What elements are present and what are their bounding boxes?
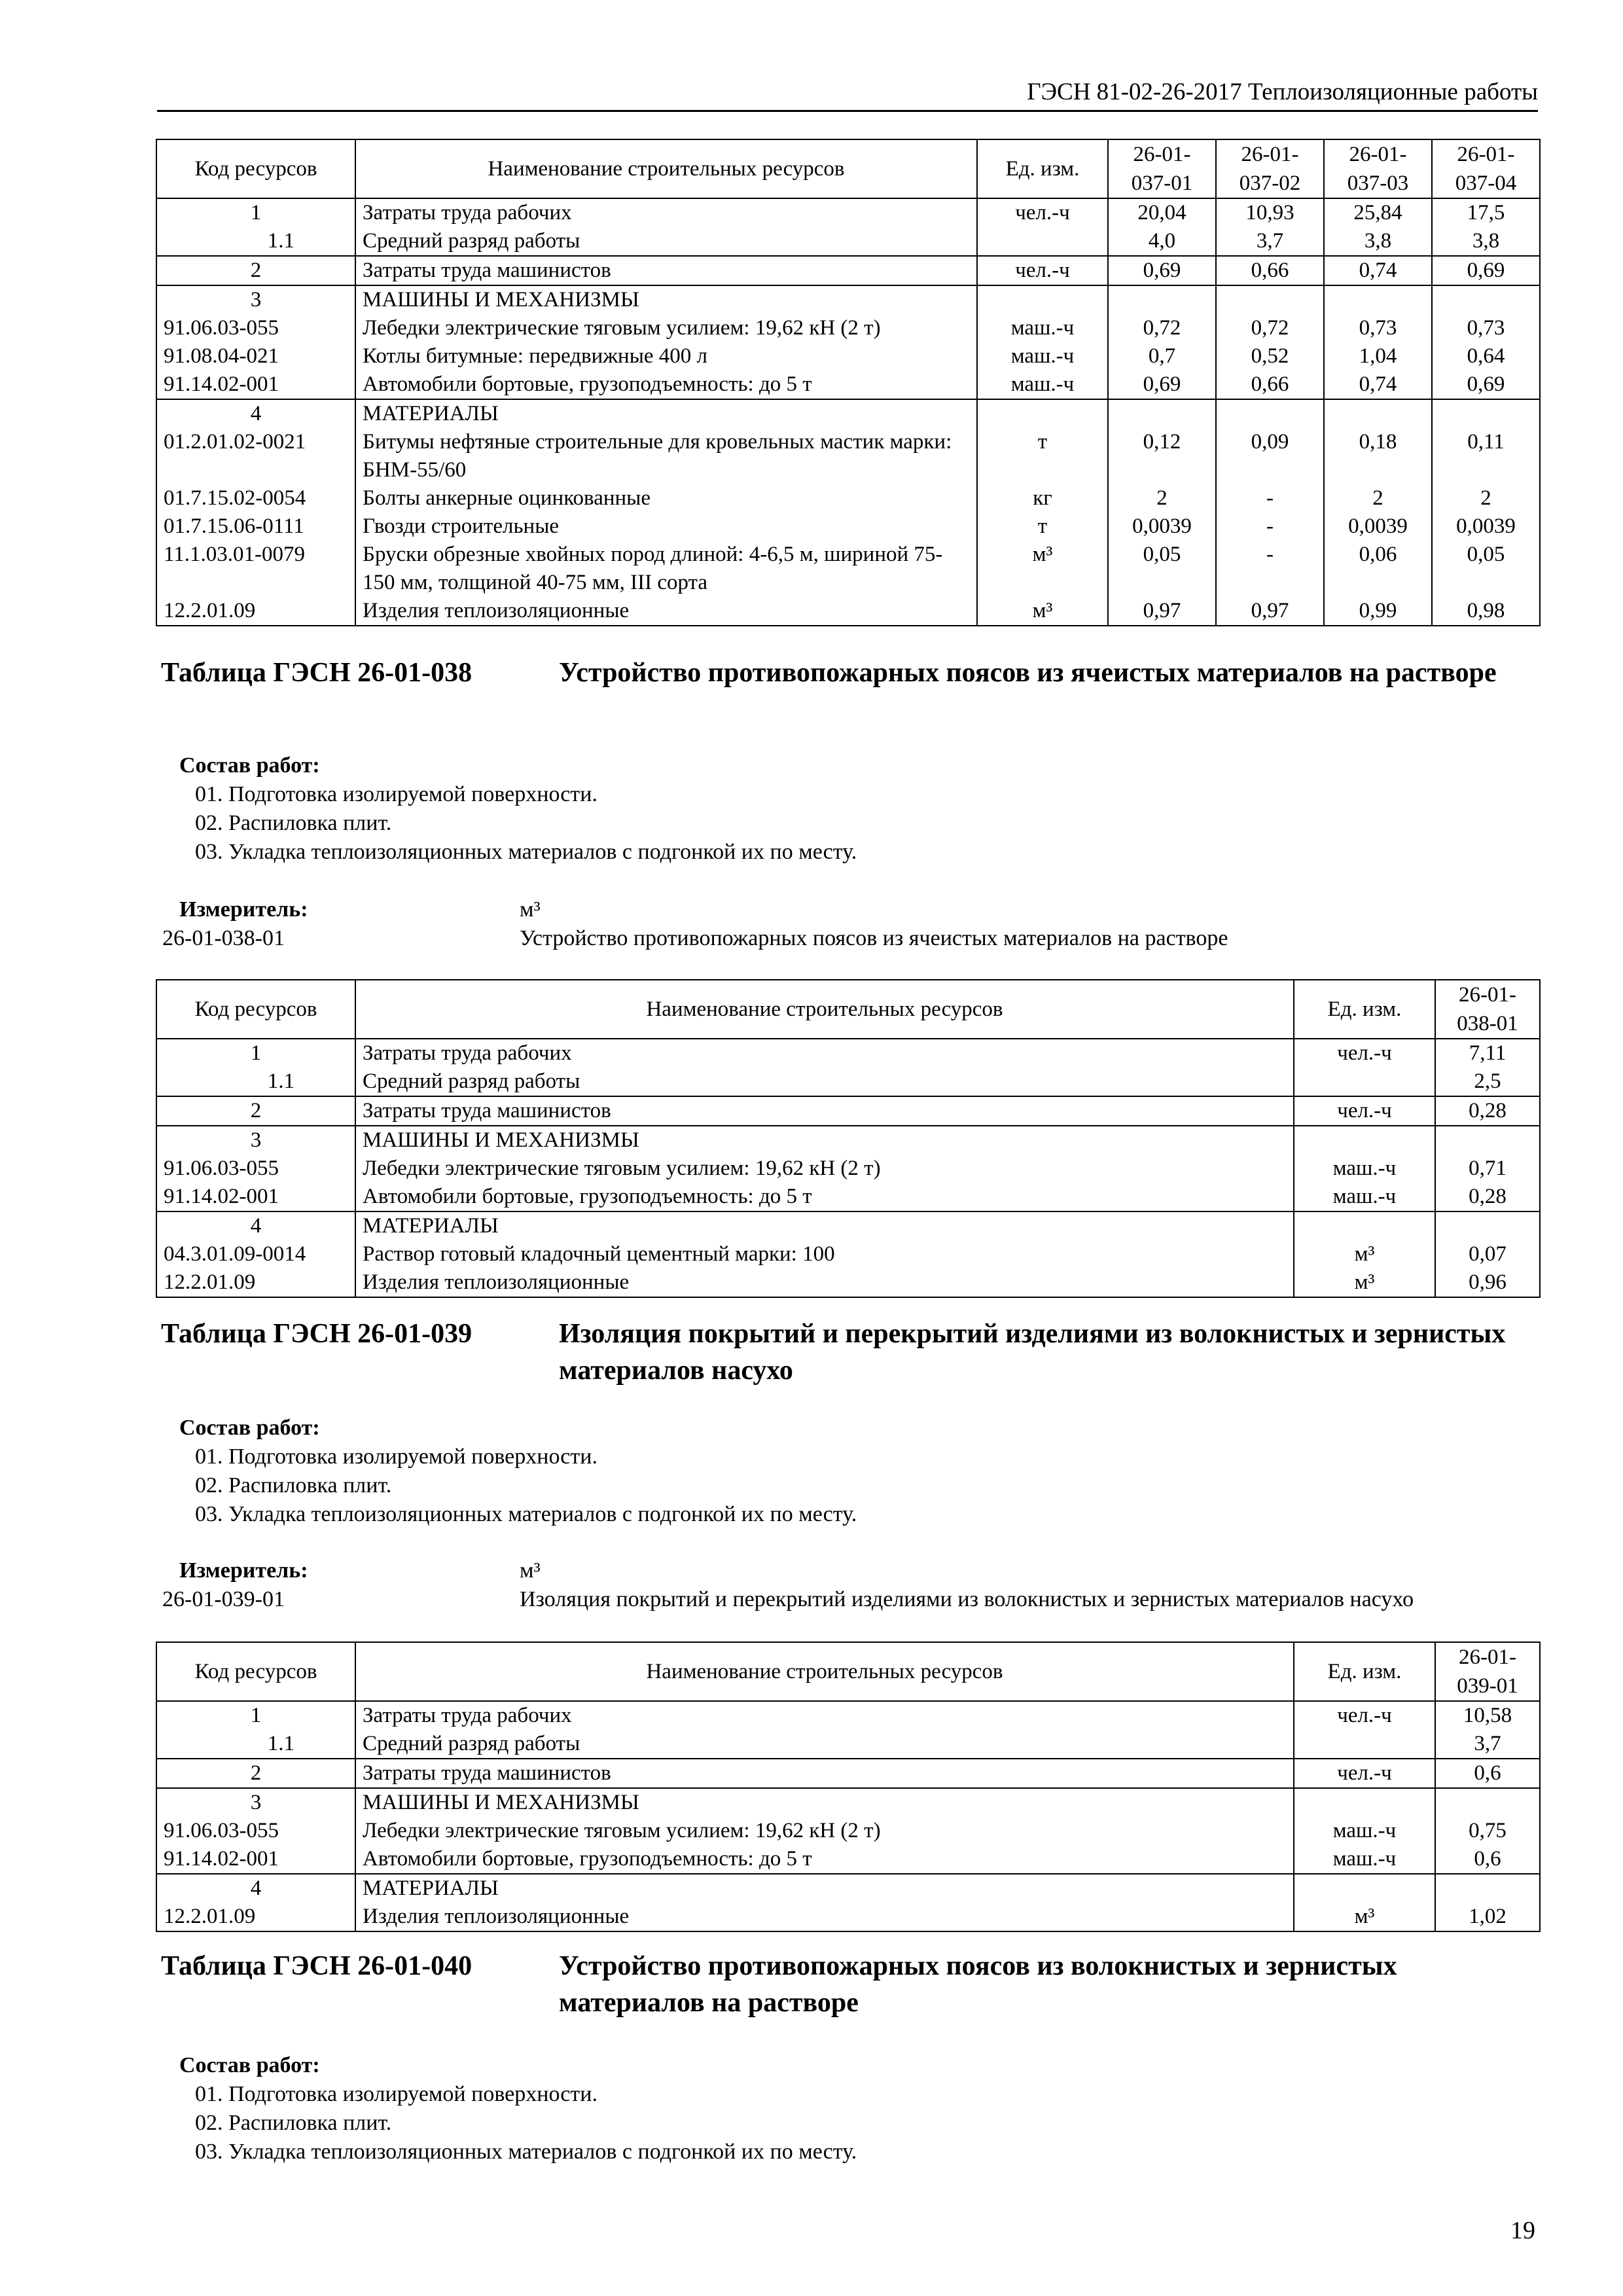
item-description: Устройство противопожарных поясов из ячеистых материалов на растворе [520,926,1228,950]
table-title: Устройство противопожарных поясов из волокнистых и зернистых материалов на растворе [559,1951,1397,2018]
resource-value: 0,28 [1435,1183,1540,1211]
resource-unit: маш.-ч [1294,1183,1435,1211]
table-row [156,399,1540,428]
resource-name: МАШИНЫ И МЕХАНИЗМЫ [355,1788,1294,1817]
table-row [156,256,1540,285]
resource-value: 0,0039 [1108,512,1216,541]
resource-value: 0,7 [1108,342,1216,370]
resource-name: МАТЕРИАЛЫ [355,1874,1294,1903]
resource-value: 4,0 [1108,227,1216,256]
work-operation: 01. Подготовка изолируемой поверхности. [195,2082,597,2106]
resource-unit: маш.-ч [977,342,1108,370]
resource-unit [977,227,1108,256]
resource-code: 3 [156,1788,355,1817]
resource-unit [1294,1211,1435,1240]
resource-code: 4 [156,1211,355,1240]
resource-name: Средний разряд работы [355,227,977,256]
resource-unit [1294,1874,1435,1903]
item-description: Изоляция покрытий и перекрытий изделиями из волокнистых и зернистых материалов насухо [520,1587,1414,1611]
resource-value: 7,11 [1435,1039,1540,1067]
resource-value [1435,1126,1540,1155]
resource-unit [977,399,1108,428]
resource-value: 0,0039 [1432,512,1540,541]
resource-value [1435,1788,1540,1817]
resource-value [1216,399,1324,428]
resource-name: Изделия теплоизоляционные [355,1268,1294,1297]
resource-code: 3 [156,285,355,314]
header-col: 26-01-037-01 [1108,139,1216,198]
table-row [156,1067,1540,1096]
table-row [156,541,1540,597]
header-code: Код ресурсов [156,1642,355,1701]
resource-name: Бруски обрезные хвойных пород длиной: 4-6,5 м, шириной 75-150 мм, толщиной 40-75 мм, III сорта [355,541,977,597]
resource-value: 3,7 [1435,1730,1540,1759]
resource-code: 01.2.01.02-0021 [156,428,355,484]
header-col: 26-01-037-03 [1324,139,1432,198]
resource-name: Лебедки электрические тяговым усилием: 19,62 кН (2 т) [355,314,977,342]
resource-value: 2 [1432,484,1540,512]
resource-value: - [1216,541,1324,597]
resource-unit: м³ [977,541,1108,597]
resource-value: 0,71 [1435,1155,1540,1183]
resource-name: Изделия теплоизоляционные [355,597,977,626]
resource-code: 1.1 [156,1730,355,1759]
resource-value: 0,11 [1432,428,1540,484]
resource-code: 3 [156,1126,355,1155]
measure-unit: м³ [520,897,541,922]
table-row [156,1874,1540,1903]
table-row [156,1817,1540,1845]
resource-code: 91.06.03-055 [156,314,355,342]
resource-unit: м³ [977,597,1108,626]
resource-value: 0,99 [1324,597,1432,626]
work-operation: 03. Укладка теплоизоляционных материалов с подгонкой их по месту. [195,2140,857,2164]
resource-value [1435,1874,1540,1903]
resource-code: 2 [156,1759,355,1788]
table-row [156,1155,1540,1183]
resource-unit: маш.-ч [1294,1155,1435,1183]
resource-value: 3,8 [1324,227,1432,256]
resource-code: 1.1 [156,227,355,256]
table-row [156,1903,1540,1931]
resource-value [1324,399,1432,428]
resource-value: 0,0039 [1324,512,1432,541]
resource-value: 0,97 [1108,597,1216,626]
resource-name: Автомобили бортовые, грузоподъемность: до 5 т [355,1845,1294,1874]
work-operation: 01. Подготовка изолируемой поверхности. [195,1444,597,1469]
table-header-row [156,139,1540,198]
resource-value: 0,52 [1216,342,1324,370]
resource-unit: маш.-ч [977,370,1108,399]
table-row [156,370,1540,399]
resource-value [1324,285,1432,314]
resource-value: 3,8 [1432,227,1540,256]
resource-name: Автомобили бортовые, грузоподъемность: до 5 т [355,370,977,399]
table-label: Таблица ГЭСН 26-01-040 [161,1951,473,1981]
header-name: Наименование строительных ресурсов [355,139,977,198]
resource-name: Средний разряд работы [355,1067,1294,1096]
resource-unit: м³ [1294,1268,1435,1297]
resource-unit [1294,1067,1435,1096]
item-code: 26-01-039-01 [162,1587,285,1611]
resource-value: 25,84 [1324,198,1432,227]
resource-code: 2 [156,256,355,285]
resource-code: 1.1 [156,1067,355,1096]
table-title: Устройство противопожарных поясов из ячеистых материалов на растворе [559,658,1497,688]
resource-code: 4 [156,399,355,428]
resource-value: 20,04 [1108,198,1216,227]
resource-value: 0,75 [1435,1817,1540,1845]
table-row [156,1126,1540,1155]
resource-unit: чел.-ч [1294,1759,1435,1788]
resource-value: 0,06 [1324,541,1432,597]
work-operation: 02. Распиловка плит. [195,2111,392,2135]
resource-name: МАШИНЫ И МЕХАНИЗМЫ [355,1126,1294,1155]
resource-value: 17,5 [1432,198,1540,227]
table-row [156,512,1540,541]
measure-label: Измеритель: [179,1558,308,1583]
resource-value: 0,12 [1108,428,1216,484]
resource-name: МАТЕРИАЛЫ [355,1211,1294,1240]
table-row [156,1730,1540,1759]
work-operation: 02. Распиловка плит. [195,1473,392,1498]
resource-value: 0,66 [1216,370,1324,399]
resource-unit: чел.-ч [977,256,1108,285]
resource-value [1108,285,1216,314]
resource-unit: т [977,428,1108,484]
header-col: 26-01-037-02 [1216,139,1324,198]
resource-code: 2 [156,1096,355,1126]
header-unit: Ед. изм. [977,139,1108,198]
work-composition-038 [179,751,857,867]
resource-value: 0,6 [1435,1759,1540,1788]
resource-name: Затраты труда машинистов [355,1759,1294,1788]
resource-name: Затраты труда рабочих [355,1039,1294,1067]
resource-unit: м³ [1294,1903,1435,1931]
resource-name: МАТЕРИАЛЫ [355,399,977,428]
resource-unit: маш.-ч [1294,1817,1435,1845]
resource-code: 4 [156,1874,355,1903]
resource-code: 12.2.01.09 [156,597,355,626]
resource-unit [977,285,1108,314]
resource-name: Автомобили бортовые, грузоподъемность: до 5 т [355,1183,1294,1211]
table-row [156,1039,1540,1067]
resource-unit: маш.-ч [977,314,1108,342]
resource-value: 10,93 [1216,198,1324,227]
resource-table-037 [156,139,1541,626]
resource-value: 0,66 [1216,256,1324,285]
resource-unit: чел.-ч [977,198,1108,227]
resource-name: Гвозди строительные [355,512,977,541]
table-row [156,1701,1540,1730]
sostav-heading: Состав работ: [179,1416,320,1440]
resource-value: 0,69 [1432,370,1540,399]
resource-value [1216,285,1324,314]
resource-value: 1,04 [1324,342,1432,370]
resource-value [1432,285,1540,314]
resource-code: 91.14.02-001 [156,1845,355,1874]
table-row [156,484,1540,512]
resource-value: 2 [1324,484,1432,512]
resource-code: 01.7.15.02-0054 [156,484,355,512]
resource-name: Затраты труда рабочих [355,198,977,227]
header-col: 26-01-039-01 [1435,1642,1540,1701]
resource-value: 0,09 [1216,428,1324,484]
resource-unit [1294,1730,1435,1759]
resource-name: Битумы нефтяные строительные для кровельных мастик марки: БНМ-55/60 [355,428,977,484]
resource-name: Лебедки электрические тяговым усилием: 19,62 кН (2 т) [355,1817,1294,1845]
header-name: Наименование строительных ресурсов [355,980,1294,1039]
resource-name: Раствор готовый кладочный цементный марки: 100 [355,1240,1294,1268]
sostav-heading: Состав работ: [179,753,320,778]
table-row [156,597,1540,626]
resource-name: Изделия теплоизоляционные [355,1903,1294,1931]
resource-table-039 [156,1641,1541,1932]
resource-value: 0,18 [1324,428,1432,484]
item-code: 26-01-038-01 [162,926,285,950]
resource-code: 11.1.03.01-0079 [156,541,355,597]
work-operation: 02. Распиловка плит. [195,811,392,835]
resource-value: 0,64 [1432,342,1540,370]
resource-value [1435,1211,1540,1240]
resource-value: 0,69 [1108,370,1216,399]
table-row [156,1096,1540,1126]
table-row [156,342,1540,370]
header-code: Код ресурсов [156,980,355,1039]
resource-value: 0,6 [1435,1845,1540,1874]
resource-value: 0,97 [1216,597,1324,626]
resource-name: Болты анкерные оцинкованные [355,484,977,512]
table-row [156,428,1540,484]
sostav-heading: Состав работ: [179,2053,320,2077]
resource-value: 2,5 [1435,1067,1540,1096]
table-header-row [156,980,1540,1039]
resource-unit: чел.-ч [1294,1096,1435,1126]
resource-unit: маш.-ч [1294,1845,1435,1874]
resource-value: 1,02 [1435,1903,1540,1931]
resource-unit: чел.-ч [1294,1701,1435,1730]
resource-code: 1 [156,1701,355,1730]
resource-value: 0,96 [1435,1268,1540,1297]
work-composition-040 [179,2051,857,2166]
measure-label: Измеритель: [179,897,308,922]
resource-code: 91.06.03-055 [156,1155,355,1183]
resource-value: 0,69 [1108,256,1216,285]
resource-value [1108,399,1216,428]
resource-unit [1294,1126,1435,1155]
header-col: 26-01-037-04 [1432,139,1540,198]
measure-unit: м³ [520,1558,541,1583]
table-row [156,1183,1540,1211]
resource-code: 12.2.01.09 [156,1903,355,1931]
resource-code: 01.7.15.06-0111 [156,512,355,541]
resource-name: Затраты труда рабочих [355,1701,1294,1730]
resource-unit: м³ [1294,1240,1435,1268]
resource-value: 2 [1108,484,1216,512]
header-col: 26-01-038-01 [1435,980,1540,1039]
resource-unit: кг [977,484,1108,512]
table-row [156,1268,1540,1297]
resource-value: 0,07 [1435,1240,1540,1268]
resource-value: 0,05 [1432,541,1540,597]
resource-code: 12.2.01.09 [156,1268,355,1297]
resource-name: Средний разряд работы [355,1730,1294,1759]
resource-value: 0,73 [1432,314,1540,342]
resource-code: 91.08.04-021 [156,342,355,370]
resource-value [1432,399,1540,428]
table-row [156,198,1540,227]
table-row [156,1788,1540,1817]
resource-code: 91.06.03-055 [156,1817,355,1845]
resource-value: - [1216,512,1324,541]
resource-name: МАШИНЫ И МЕХАНИЗМЫ [355,285,977,314]
table-row [156,1845,1540,1874]
resource-code: 91.14.02-001 [156,370,355,399]
resource-code: 04.3.01.09-0014 [156,1240,355,1268]
resource-value: 0,05 [1108,541,1216,597]
table-row [156,227,1540,256]
resource-unit [1294,1788,1435,1817]
resource-value: 0,28 [1435,1096,1540,1126]
resource-value: - [1216,484,1324,512]
resource-value: 3,7 [1216,227,1324,256]
resource-name: Затраты труда машинистов [355,1096,1294,1126]
table-label: Таблица ГЭСН 26-01-039 [161,1319,473,1349]
resource-name: Лебедки электрические тяговым усилием: 19,62 кН (2 т) [355,1155,1294,1183]
resource-value: 0,74 [1324,256,1432,285]
table-row [156,285,1540,314]
resource-code: 1 [156,1039,355,1067]
resource-value: 10,58 [1435,1701,1540,1730]
table-row [156,1759,1540,1788]
work-composition-039 [179,1414,857,1529]
table-title: Изоляция покрытий и перекрытий изделиями из волокнистых и зернистых материалов насухо [559,1319,1506,1386]
resource-code: 91.14.02-001 [156,1183,355,1211]
resource-value: 0,72 [1108,314,1216,342]
work-operation: 03. Укладка теплоизоляционных материалов с подгонкой их по месту. [195,1502,857,1526]
table-row [156,1211,1540,1240]
page-number: 19 [1510,2217,1535,2244]
table-label: Таблица ГЭСН 26-01-038 [161,658,473,688]
resource-value: 0,74 [1324,370,1432,399]
resource-table-038 [156,979,1541,1298]
table-header-row [156,1642,1540,1701]
table-row [156,1240,1540,1268]
table-row [156,314,1540,342]
resource-value: 0,98 [1432,597,1540,626]
resource-unit: т [977,512,1108,541]
resource-unit: чел.-ч [1294,1039,1435,1067]
page-header: ГЭСН 81-02-26-2017 Теплоизоляционные работы [157,76,1538,112]
resource-name: Котлы битумные: передвижные 400 л [355,342,977,370]
resource-value: 0,73 [1324,314,1432,342]
work-operation: 03. Укладка теплоизоляционных материалов с подгонкой их по месту. [195,840,857,864]
header-code: Код ресурсов [156,139,355,198]
header-unit: Ед. изм. [1294,980,1435,1039]
header-unit: Ед. изм. [1294,1642,1435,1701]
resource-value: 0,72 [1216,314,1324,342]
resource-value: 0,69 [1432,256,1540,285]
resource-name: Затраты труда машинистов [355,256,977,285]
work-operation: 01. Подготовка изолируемой поверхности. [195,782,597,806]
resource-code: 1 [156,198,355,227]
header-name: Наименование строительных ресурсов [355,1642,1294,1701]
